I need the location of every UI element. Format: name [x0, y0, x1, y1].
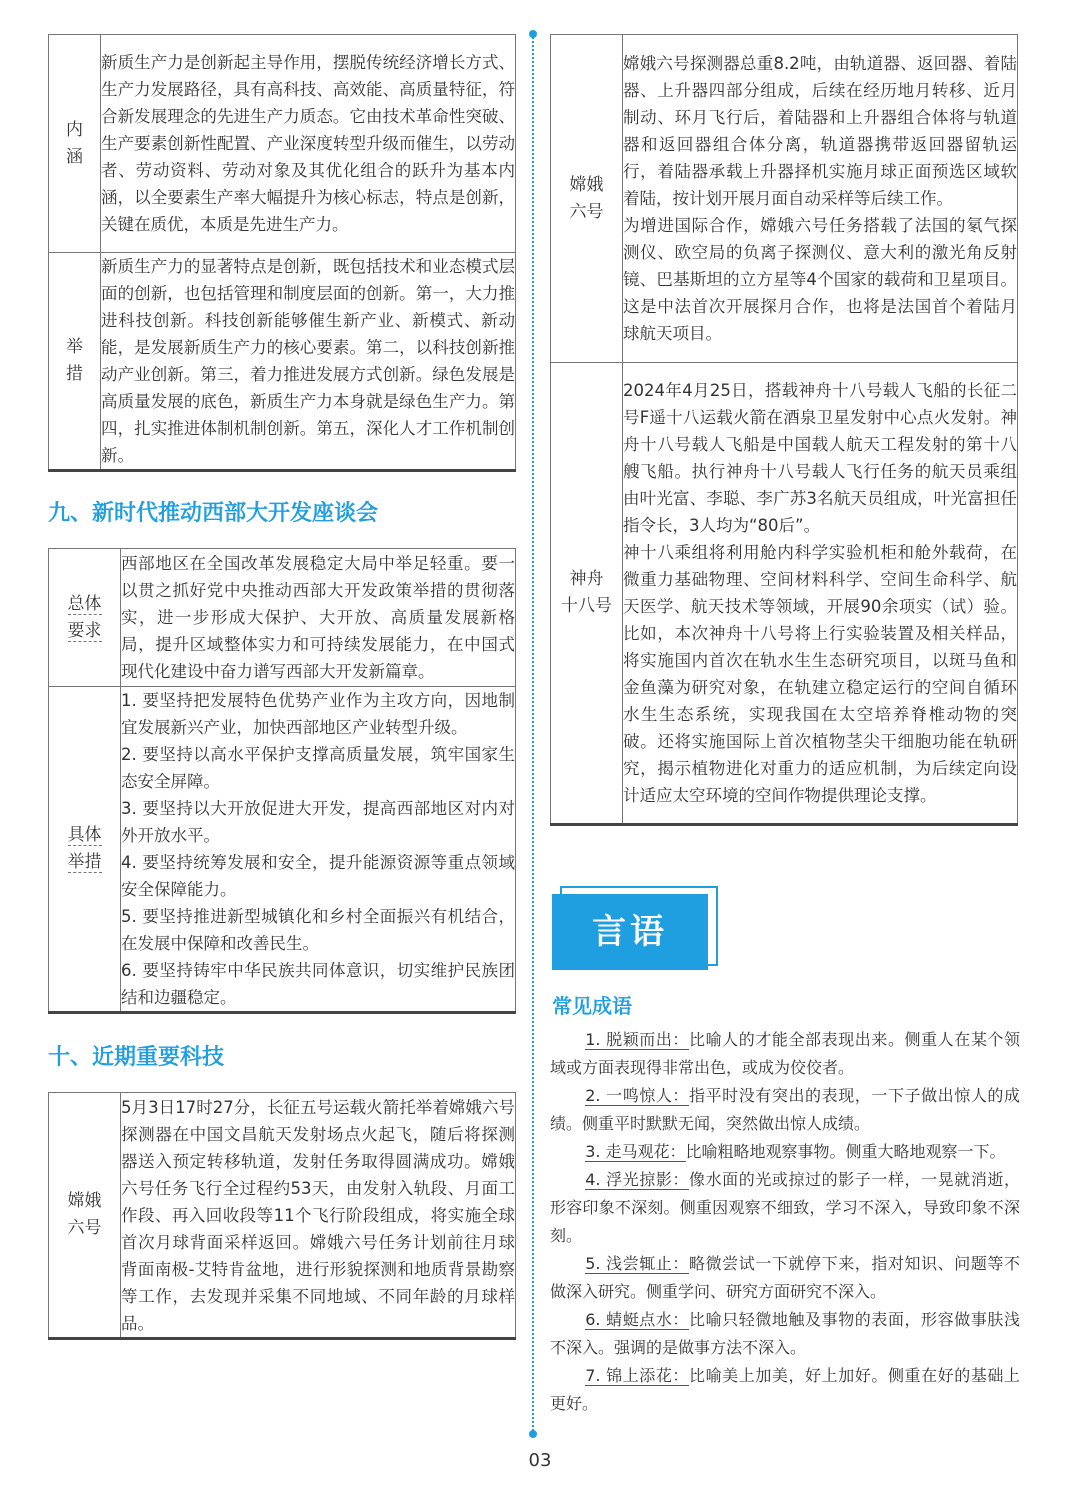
idiom-term: 4. 浮光掠影： [585, 1170, 690, 1189]
list-item: 3. 要坚持以大开放促进大开发，提高西部地区对内对外开放水平。 [121, 799, 515, 845]
idiom-desc: 指平时没有突出的表现，一下子做出惊人的成绩。侧重平时默默无闻，突然做出惊人成绩。 [550, 1086, 1020, 1133]
page-number: 03 [528, 1450, 552, 1471]
list-item [550, 1026, 1020, 1082]
idiom-list [550, 1026, 1020, 1418]
idiom-term: 1. 脱颖而出： [585, 1030, 690, 1049]
section-title: 十、近期重要科技 [48, 1045, 225, 1070]
row-label: 嫦娥 六号 [551, 35, 623, 363]
list-item: 4. 要坚持统筹发展和安全，提升能源资源等重点领域安全保障能力。 [121, 853, 515, 899]
idiom-desc: 比喻人的才能全部表现出来。侧重人在某个领域或方面表现得非常出色，或成为佼佼者。 [550, 1030, 1020, 1077]
idiom-term: 6. 蜻蜓点水： [585, 1310, 690, 1329]
idiom-desc: 像水面的光或掠过的影子一样，一晃就消逝，形容印象不深刻。侧重因观察不细致，学习不深入，导致印象不深刻。 [550, 1170, 1020, 1245]
table-row [49, 549, 516, 687]
row-label: 嫦娥 六号 [49, 1093, 121, 1339]
list-item [550, 1306, 1020, 1362]
table-row [49, 1093, 516, 1339]
list-item [550, 1362, 1020, 1418]
idiom-term: 7. 锦上添花： [585, 1366, 690, 1385]
row-content: 新质生产力的显著特点是创新，既包括技术和业态模式层面的创新，也包括管理和制度层面的创新。第一，大力推进科技创新。科技创新能够催生新产业、新模式、新动能，是发展新质生产力的核心要素。第二，以科技创新推动产业创新。第三，着力推进发展方式创新。绿色发展是高质量发展的底色，新质生产力本身就是绿色生产力。第四，扎实推进体制机制创新。第五，深化人才工作机制创新。 [101, 253, 516, 471]
list-item [550, 1166, 1020, 1250]
list-item [550, 1138, 1020, 1166]
table-row [551, 35, 1018, 363]
list-item: 6. 要坚持铸牢中华民族共同体意识，切实维护民族团结和边疆稳定。 [121, 961, 515, 1007]
row-content: 5月3日17时27分，长征五号运载火箭托举着嫦娥六号探测器在中国文昌航天发射场点火起飞，随后将探测器送入预定转移轨道，发射任务取得圆满成功。嫦娥六号任务飞行全过程约53天，由发射入轨段、月面工作段、再入回收段等11个飞行阶段组成，将实施全球首次月球背面采样返回。嫦娥六号任务计划前往月球背面南极-艾特肯盆地，进行形貌探测和地质背景勘察等工作，去发现并采集不同地域、不同年龄的月球样品。 [121, 1093, 516, 1339]
column-divider [532, 34, 534, 1434]
section-title: 九、新时代推动西部大开发座谈会 [48, 501, 379, 526]
list-item: 2. 要坚持以高水平保护支撑高质量发展，筑牢国家生态安全屏障。 [121, 745, 515, 791]
list-item [550, 1082, 1020, 1138]
row-content [121, 687, 516, 1013]
idiom-desc: 比喻美上加美，好上加好。侧重在好的基础上更好。 [550, 1366, 1020, 1413]
row-content: 新质生产力是创新起主导作用，摆脱传统经济增长方式、生产力发展路径，具有高科技、高效能、高质量特征，符合新发展理念的先进生产力质态。它由技术革命性突破、生产要素创新性配置、产业深度转型升级而催生，以劳动者、劳动资料、劳动对象及其优化组合的跃升为基本内涵，以全要素生产率大幅提升为核心标志，特点是创新，关键在质优，本质是先进生产力。 [101, 35, 516, 253]
paragraph: 神十八乘组将利用舱内科学实验机柜和舱外载荷，在微重力基础物理、空间材料科学、空间生命科学、航天医学、航天技术等领域，开展90余项实（试）验。比如，本次神舟十八号将上行实验装置及相关样品，将实施国内首次在轨水生生态研究项目，以斑马鱼和金鱼藻为研究对象，在轨建立稳定运行的空间自循环水生生态系统，实现我国在太空培养脊椎动物的突破。还将实施国际上首次植物茎尖干细胞功能在轨研究，揭示植物进化对重力的适应机制，为后续定向设计适应太空环境的空间作物提供理论支撑。 [623, 543, 1017, 805]
paragraph: 2024年4月25日，搭载神舟十八号载人飞船的长征二号F遥十八运载火箭在酒泉卫星发射中心点火发射。神舟十八号载人飞船是中国载人航天工程发射的第十八艘飞船。执行神舟十八号载人飞行任务的航天员乘组由叶光富、李聪、李广苏3名航天员组成，叶光富担任指令长，3人均为“80后”。 [623, 381, 1017, 535]
table-row [49, 687, 516, 1013]
row-label: 内 涵 [49, 35, 101, 253]
list-item: 5. 要坚持推进新型城镇化和乡村全面振兴有机结合，在发展中保障和改善民生。 [121, 907, 515, 953]
divider-dot-bottom [529, 1430, 537, 1438]
subsection-title: 常见成语 [552, 994, 632, 1018]
row-content: 西部地区在全国改革发展稳定大局中举足轻重。要一以贯之抓好党中央推动西部大开发政策举措的贯彻落实，进一步形成大保护、大开放、高质量发展新格局，提升区域整体实力和可持续发展能力，在中国式现代化建设中奋力谱写西部大开发新篇章。 [121, 549, 516, 687]
list-item: 1. 要坚持把发展特色优势产业作为主攻方向，因地制宜发展新兴产业，加快西部地区产业转型升级。 [121, 691, 515, 737]
idiom-term: 2. 一鸣惊人： [585, 1086, 690, 1105]
idiom-term: 5. 浅尝辄止： [585, 1254, 690, 1273]
table-row [551, 363, 1018, 825]
row-label: 举 措 [49, 253, 101, 471]
change6-left-table [48, 1092, 516, 1340]
idiom-desc: 比喻只轻微地触及事物的表面，形容做事肤浅不深入。强调的是做事方法不深入。 [550, 1310, 1020, 1357]
row-content [623, 35, 1018, 363]
badge-label: 言语 [552, 894, 708, 970]
divider-dot-top [529, 30, 537, 38]
west-table [48, 548, 516, 1014]
paragraph: 嫦娥六号探测器总重8.2吨，由轨道器、返回器、着陆器、上升器四部分组成，后续在经历地月转移、近月制动、环月飞行后，着陆器和上升器组合体将与轨道器和返回器组合体分离，轨道器携带返回器留轨运行，着陆器承载上升器择机实施月球正面预选区域软着陆，按计划开展月面自动采样等后续工作。 [623, 54, 1017, 208]
list-item [550, 1250, 1020, 1306]
yanyu-badge [552, 886, 720, 970]
row-content [623, 363, 1018, 825]
row-label: 具体 举措 [49, 687, 121, 1013]
xinzhi-table [48, 34, 516, 472]
paragraph: 为增进国际合作，嫦娥六号任务搭载了法国的氡气探测仪、欧空局的负离子探测仪、意大利的激光角反射镜、巴基斯坦的立方星等4个国家的载荷和卫星项目。这是中法首次开展探月合作，也将是法国首个着陆月球航天项目。 [623, 216, 1017, 343]
table-row [49, 35, 516, 253]
idiom-term: 3. 走马观花： [585, 1142, 686, 1161]
idiom-desc: 略微尝试一下就停下来，指对知识、问题等不做深入研究。侧重学问、研究方面研究不深入。 [550, 1254, 1020, 1301]
row-label: 神舟 十八号 [551, 363, 623, 825]
row-label: 总体 要求 [49, 549, 121, 687]
idiom-desc: 比喻粗略地观察事物。侧重大略地观察一下。 [685, 1142, 1006, 1161]
change6-right-table [550, 34, 1018, 826]
table-row [49, 253, 516, 471]
